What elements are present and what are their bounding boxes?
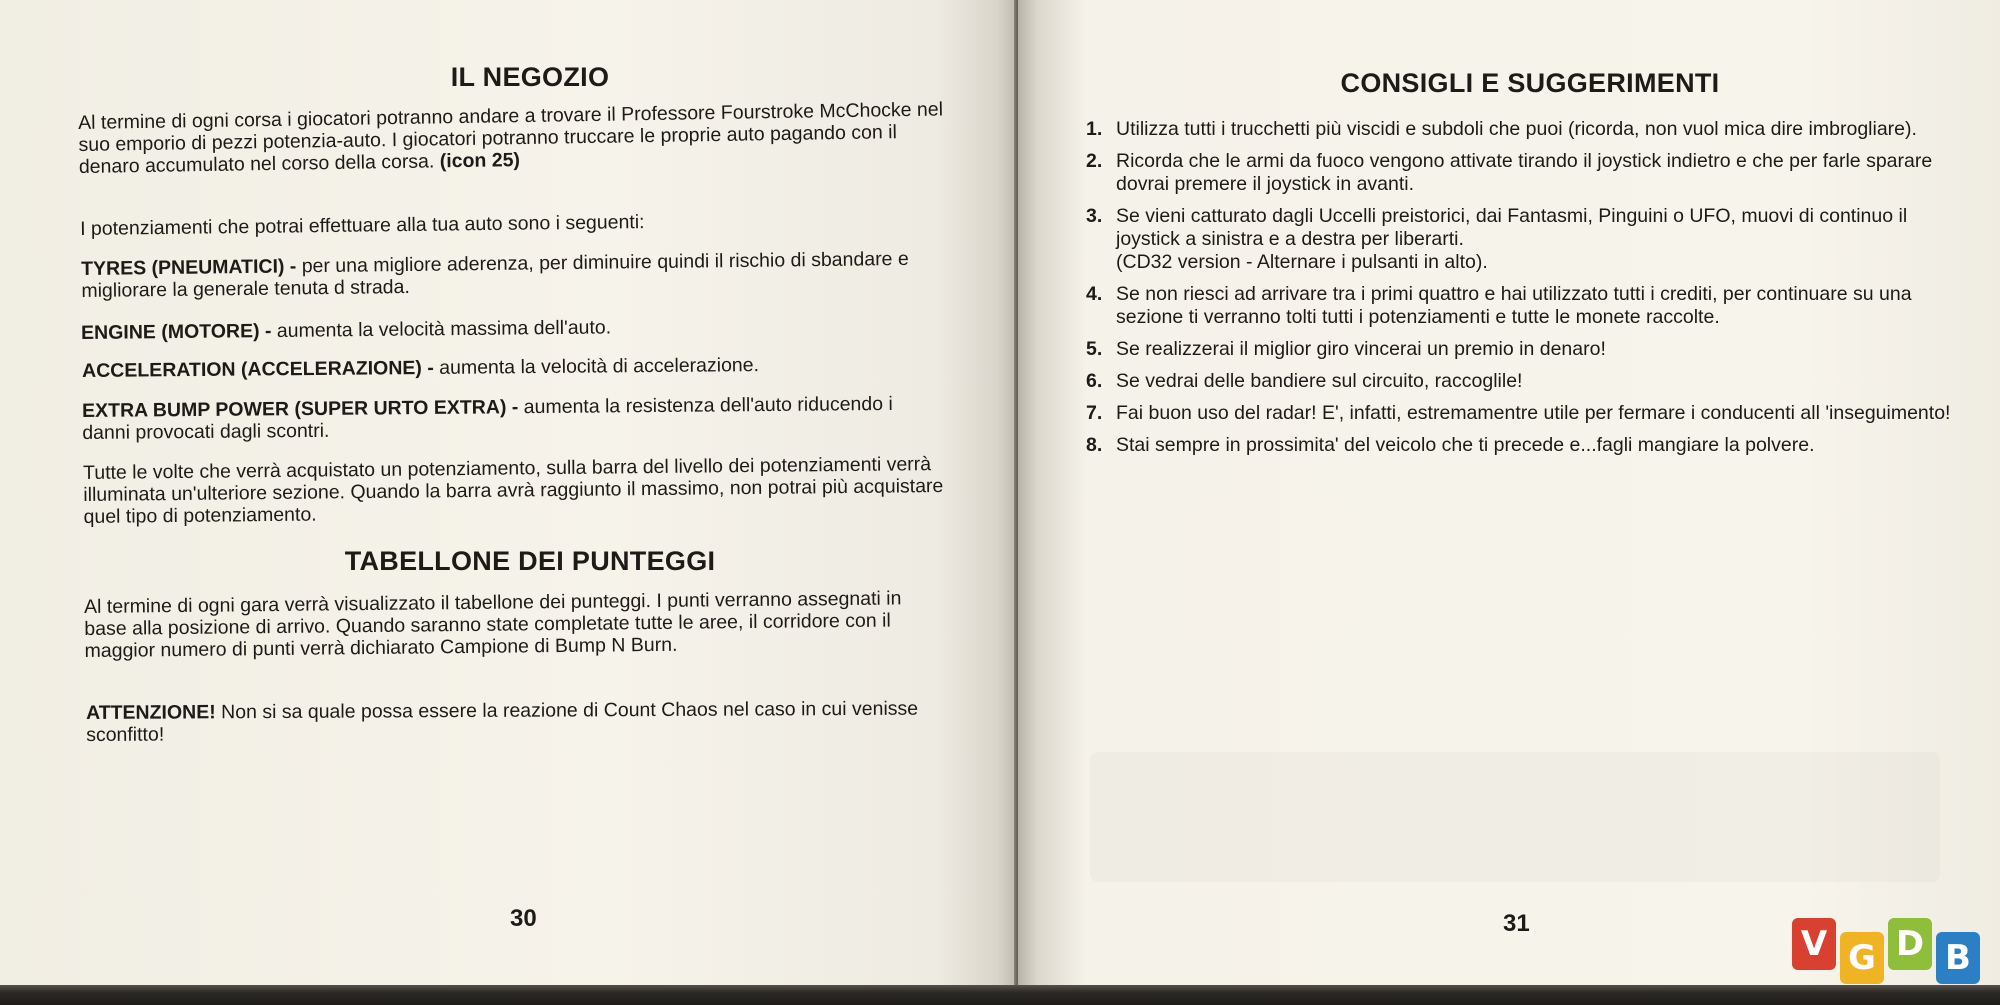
upgrade-engine-desc: aumenta la velocità massima dell'auto. — [271, 316, 612, 343]
upgrade-bar-paragraph: Tutte le volte che verrà acquistato un potenziamento, sulla barra del livello dei potenziamenti verrà illuminata un'ulteriore sezione. Quando la barra avrà raggiunto il massimo, non potrai più acquistare quel tipo di potenziamento. — [83, 453, 944, 528]
tip-number: 8. — [1086, 434, 1103, 456]
tip-text: Ricorda che le armi da fuoco vengono attivate tirando il joystick indietro e che per farle sparare dovrai premere il joystick in avanti. — [1116, 150, 1933, 195]
tip-text: Fai buon uso del radar! E', infatti, estremamentre utile per fermare i conducenti all 'inseguimento! — [1116, 402, 1951, 424]
tip-item — [1086, 283, 1966, 329]
tip-item — [1086, 150, 1966, 196]
negozio-intro-paragraph — [78, 98, 959, 178]
upgrade-acceleration — [82, 352, 982, 382]
logo-tile-b: B — [1936, 932, 1980, 984]
warning-text: Non si sa quale possa essere la reazione di Count Chaos nel caso in cui venisse sconfitto! — [86, 697, 919, 746]
warning-paragraph — [86, 697, 976, 746]
logo-tile-v: V — [1792, 918, 1836, 970]
bleed-through-shadow — [1090, 752, 1940, 882]
tip-item — [1086, 434, 1966, 457]
page-number-right: 31 — [1503, 910, 1530, 937]
tip-text: Utilizza tutti i trucchetti più viscidi e subdoli che puoi (ricorda, non vuol mica dire imbrogliare). — [1116, 118, 1917, 140]
upgrade-extra-bump — [82, 392, 942, 444]
tabellone-heading: TABELLONE DEI PUNTEGGI — [344, 546, 716, 576]
tip-cd32-note: (CD32 version - Alternare i pulsanti in alto). — [1116, 251, 1488, 273]
upgrade-engine — [81, 313, 961, 344]
tip-text: Stai sempre in prossimita' del veicolo che ti precede e...fagli mangiare la polvere. — [1116, 434, 1815, 456]
warning-label: ATTENZIONE! — [86, 701, 216, 724]
tip-number: 6. — [1086, 370, 1103, 392]
tip-number: 2. — [1086, 150, 1103, 172]
tip-text: Se realizzerai il miglior giro vincerai un premio in denaro! — [1116, 338, 1606, 360]
tip-item — [1086, 370, 1966, 393]
tip-item — [1086, 338, 1966, 361]
negozio-heading: IL NEGOZIO — [450, 62, 610, 92]
upgrades-intro: I potenziamenti che potrai effettuare alla tua auto sono i seguenti: — [80, 211, 645, 240]
tips-list — [1086, 118, 1966, 466]
tip-text: Se non riesci ad arrivare tra i primi quattro e hai utilizzato tutti i crediti, per continuare su una sezione ti verranno tolti tutti i potenziamenti e tutte le monete raccolte. — [1116, 283, 1912, 328]
tip-text: Se vedrai delle bandiere sul circuito, raccoglile! — [1116, 370, 1523, 392]
upgrade-tyres-desc: per una migliore aderenza, per diminuire quindi il rischio di sbandare e migliorare la generale tenuta d strada. — [81, 247, 909, 302]
tip-number: 7. — [1086, 402, 1103, 424]
page-number-left: 30 — [510, 905, 537, 932]
tip-number: 1. — [1086, 118, 1103, 140]
book-bottom-edge — [0, 985, 2000, 1005]
tabellone-paragraph: Al termine di ogni gara verrà visualizzato il tabellone dei punteggi. I punti verranno assegnati in base alla posizione di arrivo. Quando saranno state completate tutte le aree, il corridore con il maggior numero di punti verrà dichiarato Campione di Bump N Burn. — [84, 587, 902, 662]
tip-text: Se vieni catturato dagli Uccelli preistorici, dai Fantasmi, Pinguini o UFO, muovi di continuo il joystick a sinistra e a destra per liberarti. — [1116, 205, 1908, 250]
upgrade-tyres-name: TYRES (PNEUMATICI) - — [81, 255, 297, 280]
vgdb-logo — [1792, 918, 1992, 990]
logo-tile-d: D — [1888, 918, 1932, 970]
upgrade-extra-bump-desc: aumenta la resistenza dell'auto riducendo i danni provocati dagli scontri. — [82, 392, 893, 444]
icon-reference: (icon 25) — [439, 149, 521, 173]
upgrade-acceleration-name: ACCELERATION (ACCELERAZIONE) - — [82, 356, 434, 382]
tip-item — [1086, 118, 1966, 141]
tip-item — [1086, 402, 1966, 425]
negozio-intro-text: Al termine di ogni corsa i giocatori potranno andare a trovare il Professore Fourstroke McChocke nel suo emporio di pezzi potenzia-auto. I giocatori potranno truccare le proprie auto pagando con il denaro accumulato nel corso della corsa. — [78, 98, 944, 178]
logo-tile-g: G — [1840, 932, 1884, 984]
upgrade-engine-name: ENGINE (MOTORE) - — [81, 320, 272, 344]
tip-number: 5. — [1086, 338, 1103, 360]
left-page — [0, 0, 1018, 985]
tip-number: 4. — [1086, 283, 1103, 305]
upgrade-acceleration-desc: aumenta la velocità di accelerazione. — [433, 354, 760, 379]
tip-number: 3. — [1086, 205, 1103, 227]
consigli-heading: CONSIGLI E SUGGERIMENTI — [1340, 68, 1720, 98]
upgrade-tyres — [81, 248, 921, 302]
tip-item — [1086, 205, 1966, 274]
upgrade-extra-bump-name: EXTRA BUMP POWER (SUPER URTO EXTRA) - — [82, 396, 519, 422]
